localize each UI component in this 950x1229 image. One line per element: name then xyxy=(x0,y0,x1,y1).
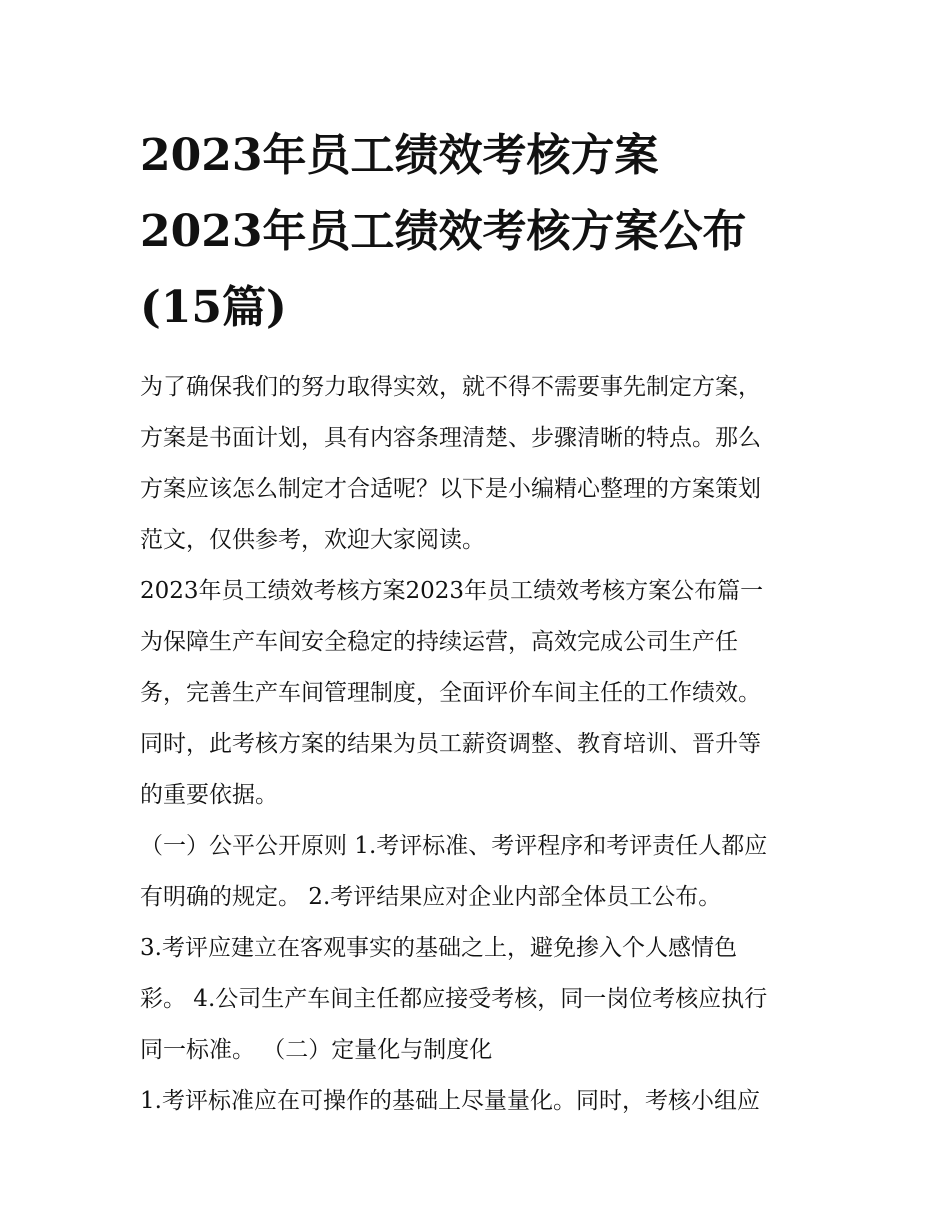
title-line: 2023年员工绩效考核方案公布 xyxy=(140,206,747,257)
body-line: 的重要依据。 xyxy=(140,782,278,808)
body-line: 同一标准。 （二）定量化与制度化 xyxy=(140,1037,493,1063)
body-line: 彩。 4.公司生产车间主任都应接受考核，同一岗位考核应执行 xyxy=(140,986,768,1012)
body-line: 1.考评标准应在可操作的基础上尽量量化。同时，考核小组应 xyxy=(140,1088,760,1114)
body-line: 务，完善生产车间管理制度，全面评价车间主任的工作绩效。 xyxy=(140,680,761,706)
title-line: 2023年员工绩效考核方案 xyxy=(140,130,659,181)
body-line: 同时，此考核方案的结果为员工薪资调整、教育培训、晋升等 xyxy=(140,731,761,757)
body-line: 范文，仅供参考，欢迎大家阅读。 xyxy=(140,527,485,553)
body-line: 2023年员工绩效考核方案2023年员工绩效考核方案公布篇一 xyxy=(140,578,764,604)
body-line: 3.考评应建立在客观事实的基础之上，避免掺入个人感情色 xyxy=(140,935,737,961)
body-line: 为了确保我们的努力取得实效，就不得不需要事先制定方案， xyxy=(140,374,761,400)
body-line: （一）公平公开原则 1.考评标准、考评程序和考评责任人都应 xyxy=(140,833,768,859)
body-line: 方案是书面计划，具有内容条理清楚、步骤清晰的特点。那么 xyxy=(140,425,761,451)
document-body xyxy=(140,362,820,1127)
body-line: 方案应该怎么制定才合适呢？以下是小编精心整理的方案策划 xyxy=(140,476,761,502)
body-line: 有明确的规定。 2.考评结果应对企业内部全体员工公布。 xyxy=(140,884,722,910)
body-line: 为保障生产车间安全稳定的持续运营，高效完成公司生产任 xyxy=(140,629,738,655)
document-title xyxy=(140,118,820,346)
document-page xyxy=(140,118,820,1127)
title-line: (15篇) xyxy=(140,282,287,333)
